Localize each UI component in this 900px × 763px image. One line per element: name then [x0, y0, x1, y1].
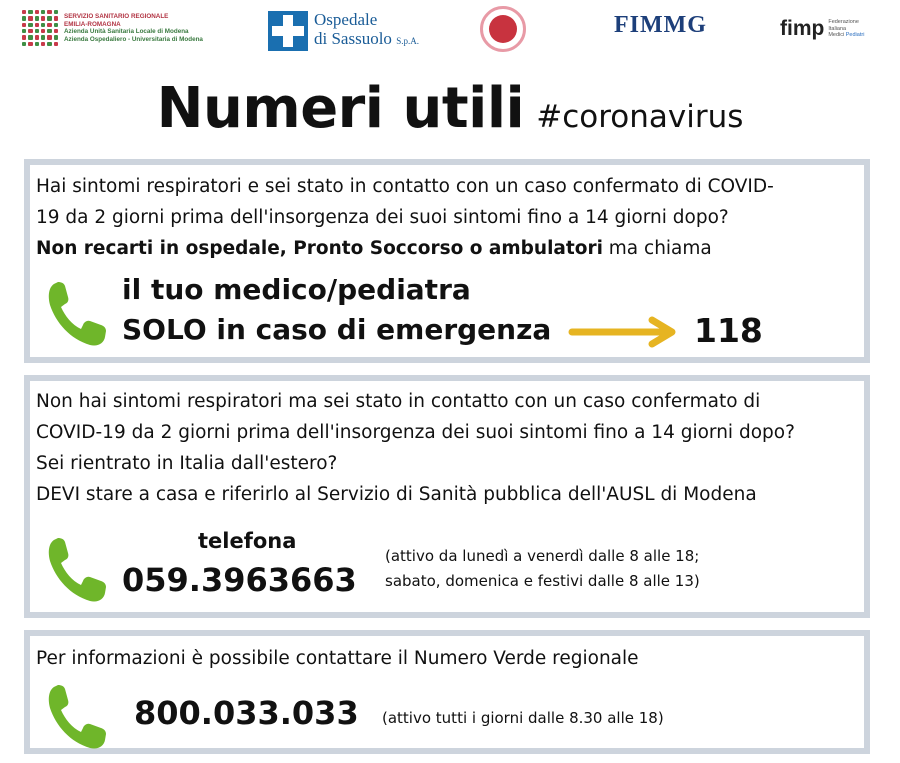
title-hashtag: #coronavirus: [536, 99, 744, 135]
rer-logo-mark: [22, 10, 58, 46]
fimp-sub4: Pediatri: [845, 32, 865, 39]
fimp-sub1: Federazione: [828, 19, 859, 26]
box2-line3: Sei rientrato in Italia dall'estero?: [36, 453, 338, 474]
logo-fimp: [780, 17, 864, 41]
box1-line3-rest: ma chiama: [602, 238, 712, 259]
fimp-word: fimp: [780, 17, 825, 40]
arrow-right-icon: [568, 315, 680, 349]
numero-verde-hours: (attivo tutti i giorni dalle 8.30 alle 18): [382, 709, 664, 727]
box1-line1: Hai sintomi respiratori e sei stato in contatto con un caso confermato di COVID-: [36, 176, 774, 197]
info-box-contact: [24, 375, 870, 618]
box2-line1: Non hai sintomi respiratori ma sei stato in contatto con un caso confermato di: [36, 391, 761, 412]
logo-ospedale-sassuolo: [268, 10, 419, 51]
rer-line3: Azienda Unità Sanitaria Locale di Modena: [64, 28, 189, 35]
rer-line4: Azienda Ospedaliero - Universitaria di Modena: [64, 35, 203, 43]
hours-line2: sabato, domenica e festivi dalle 8 alle 13): [385, 572, 700, 590]
emergency-number[interactable]: 118: [694, 311, 763, 350]
box1-text: [36, 171, 774, 264]
info-box-numero-verde: [24, 630, 870, 754]
phone-number-verde[interactable]: 800.033.033: [134, 694, 359, 732]
emergency-label: SOLO in caso di emergenza: [122, 313, 552, 346]
logo-bar: [0, 0, 900, 66]
info-box-symptoms: [24, 159, 870, 363]
phone-icon: [46, 535, 108, 603]
phone-label: telefona: [198, 529, 297, 553]
box3-line1: Per informazioni è possibile contattare il Numero Verde regionale: [36, 648, 639, 669]
fimp-sub3: Medici: [828, 32, 845, 39]
box2-line4: DEVI stare a casa e riferirlo al Servizio di Sanità pubblica dell'AUSL di Modena: [36, 484, 757, 505]
sassuolo-name: Ospedale: [314, 10, 378, 29]
box2-text: [36, 386, 795, 510]
fimp-subtitle: [828, 19, 864, 39]
phone-number-ausl[interactable]: 059.3963663: [122, 561, 357, 599]
box2-line2: COVID-19 da 2 giorni prima dell'insorgenza dei suoi sintomi fino a 14 giorni dopo?: [36, 422, 795, 443]
fimp-sub2: Italiana: [828, 25, 847, 32]
seal-icon: [480, 6, 526, 52]
hours-line1: (attivo da lunedì a venerdì dalle 8 alle 18;: [385, 547, 700, 565]
cross-icon: [268, 11, 308, 51]
call-doctor-label: il tuo medico/pediatra: [122, 273, 471, 306]
rer-line1: SERVIZIO SANITARIO REGIONALE: [64, 13, 169, 20]
rer-logo-text: [64, 13, 203, 43]
title-main: Numeri utili: [156, 76, 525, 141]
phone-icon: [46, 279, 108, 347]
box1-line2: 19 da 2 giorni prima dell'insorgenza dei suoi sintomi fino a 14 giorni dopo?: [36, 207, 729, 228]
sassuolo-suffix: S.p.A.: [396, 36, 419, 46]
page-title: [0, 76, 900, 141]
rer-line2: EMILIA-ROMAGNA: [64, 20, 121, 28]
logo-servizio-sanitario-regionale: [22, 10, 203, 46]
sassuolo-sub: di Sassuolo: [314, 29, 392, 48]
box1-line3-bold: Non recarti in ospedale, Pronto Soccorso o ambulatori: [36, 238, 603, 259]
logo-university-seal: [480, 6, 526, 52]
hours-note: [385, 544, 700, 594]
phone-icon: [46, 682, 108, 750]
logo-fimmg: FIMMG: [614, 12, 707, 38]
